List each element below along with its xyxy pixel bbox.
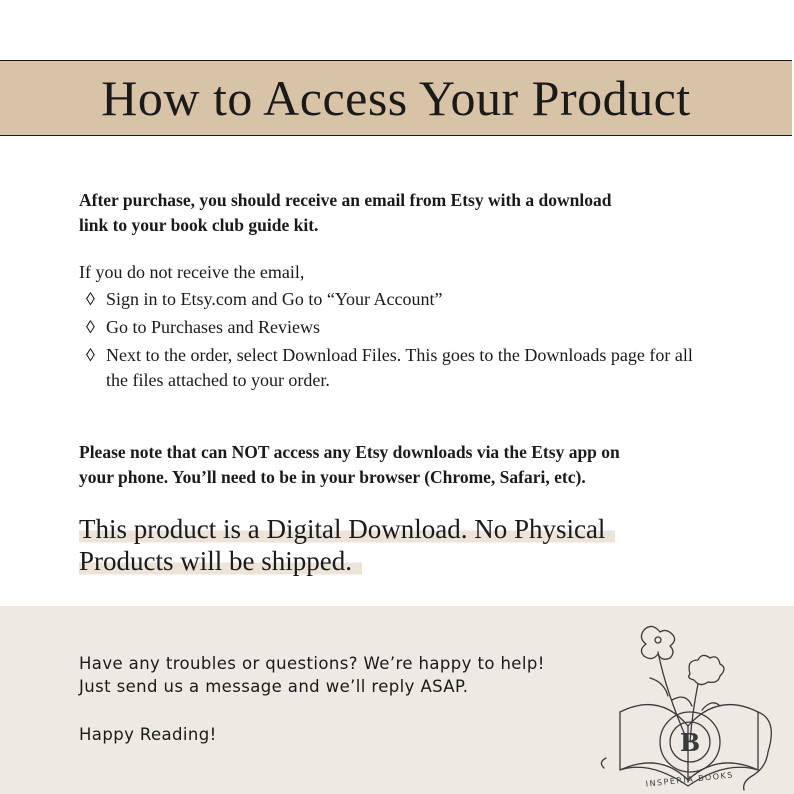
signoff-text: Happy Reading! (79, 725, 217, 744)
step-text: Next to the order, select Download Files. This goes to the Downloads page for all the files attached to your order. (106, 345, 693, 390)
intro-line-2: link to your book club guide kit. (79, 215, 319, 235)
diamond-bullet-icon: ◊ (86, 289, 95, 309)
step-text: Go to Purchases and Reviews (106, 317, 320, 337)
title-banner (0, 60, 792, 136)
intro-paragraph (79, 188, 719, 238)
list-item (86, 315, 706, 340)
diamond-bullet-icon: ◊ (86, 317, 95, 337)
instructions-lead: If you do not receive the email, (79, 262, 305, 282)
footer-panel (0, 606, 794, 794)
logo-letter: B (679, 728, 701, 757)
step-text: Sign in to Etsy.com and Go to “Your Account” (106, 289, 443, 309)
digital-download-notice (79, 513, 719, 577)
note-line-1: Please note that can NOT access any Etsy downloads via the Etsy app on (79, 442, 620, 462)
insperia-books-logo (590, 612, 790, 792)
intro-line-1: After purchase, you should receive an email from Etsy with a download (79, 190, 612, 210)
help-line-2: Just send us a message and we’ll reply ASAP. (79, 677, 469, 696)
help-line-1: Have any troubles or questions? We’re happy to help! (79, 654, 545, 673)
list-item (86, 343, 706, 393)
logo-text: INSPERIA BOOKS (645, 770, 735, 789)
instructions-list (86, 287, 706, 396)
notice-line-1: This product is a Digital Download. No Physical (79, 514, 615, 544)
app-note (79, 440, 719, 490)
page-title: How to Access Your Product (101, 70, 691, 126)
notice-line-2: Products will be shipped. (79, 546, 362, 576)
note-line-2: your phone. You’ll need to be in your browser (Chrome, Safari, etc). (79, 467, 586, 487)
help-message (79, 652, 545, 698)
list-item (86, 287, 706, 312)
diamond-bullet-icon: ◊ (86, 345, 95, 365)
